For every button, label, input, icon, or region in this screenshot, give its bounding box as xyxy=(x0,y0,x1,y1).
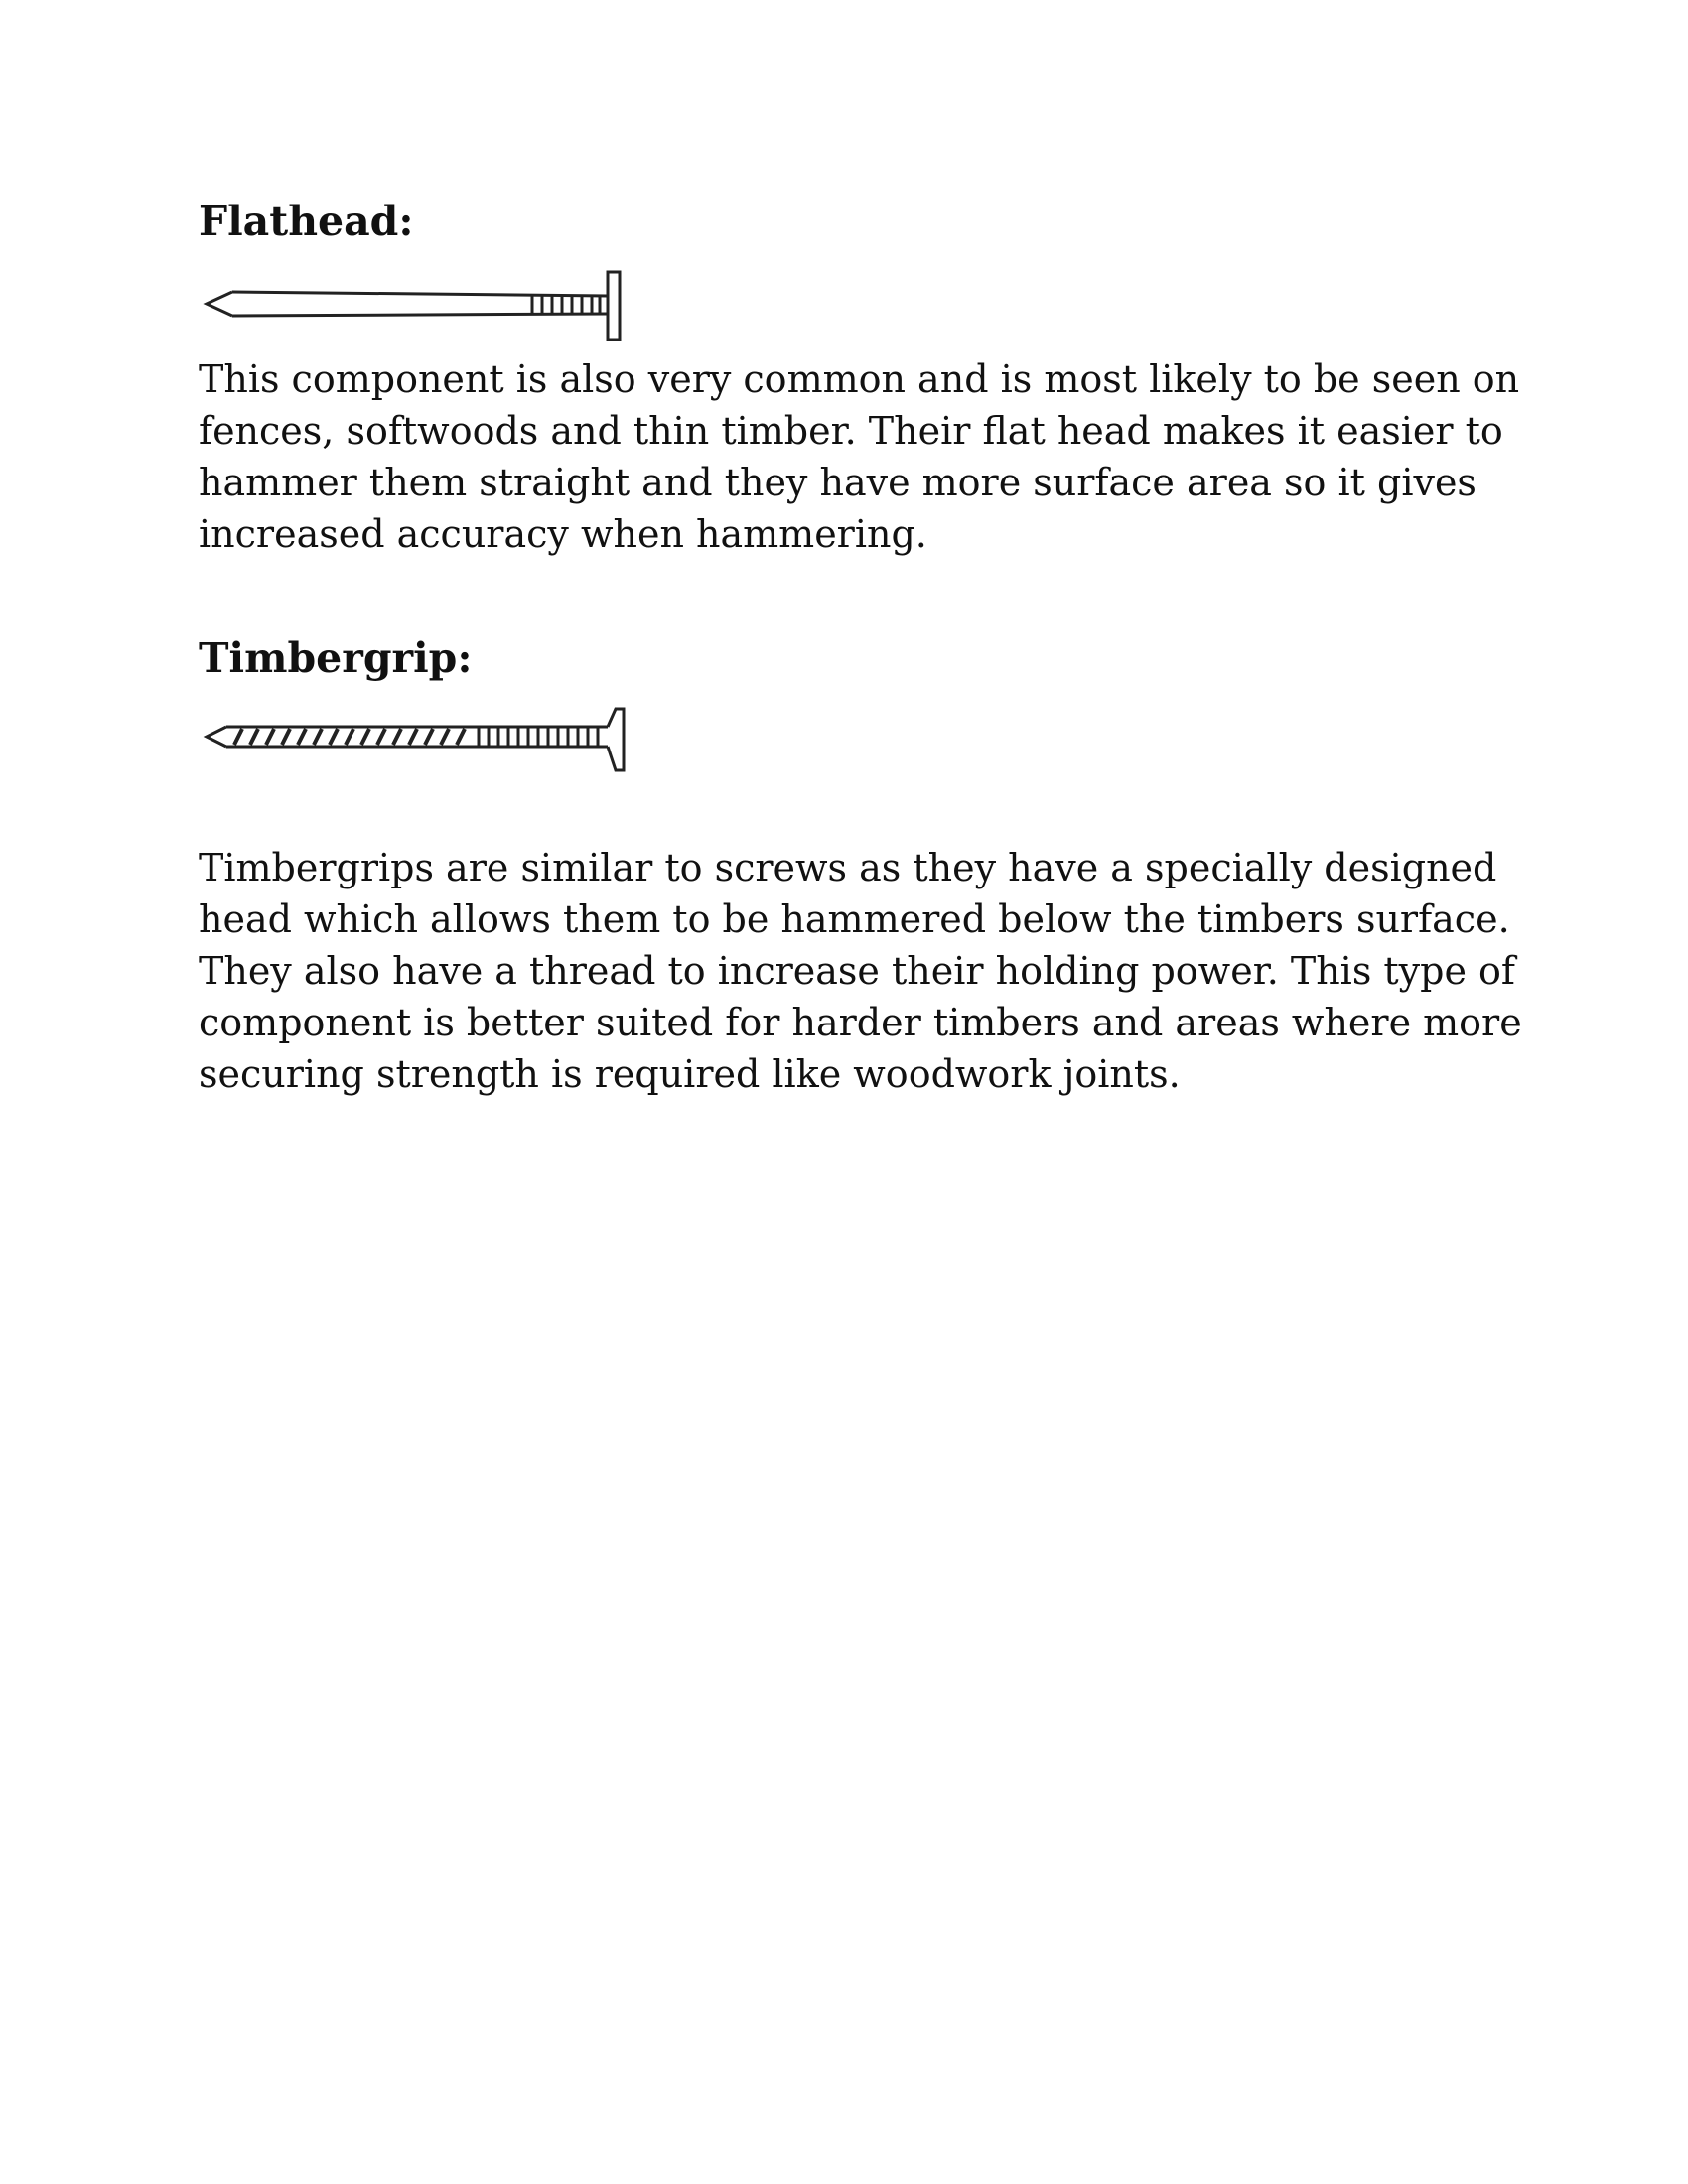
flathead-nail-icon xyxy=(199,266,645,345)
flathead-description-line: fences, softwoods and thin timber. Their flat head makes it easier to xyxy=(199,409,1503,453)
timbergrip-description-line: Timbergrips are similar to screws as they have a specially designed xyxy=(199,846,1497,889)
flathead-description xyxy=(199,353,1529,560)
timbergrip-nail-icon xyxy=(199,703,645,776)
timbergrip-description xyxy=(199,842,1529,1100)
flathead-heading: Flathead: xyxy=(199,198,414,245)
timbergrip-description-line: head which allows them to be hammered below the timbers surface. xyxy=(199,897,1510,941)
flathead-description-line: hammer them straight and they have more surface area so it gives xyxy=(199,461,1477,504)
timbergrip-description-line: They also have a thread to increase their holding power. This type of xyxy=(199,949,1515,993)
timbergrip-description-line: securing strength is required like woodwork joints. xyxy=(199,1052,1181,1096)
timbergrip-heading: Timbergrip: xyxy=(199,634,473,682)
timbergrip-description-line: component is better suited for harder timbers and areas where more xyxy=(199,1001,1522,1044)
flathead-description-line: increased accuracy when hammering. xyxy=(199,512,927,556)
flathead-description-line: This component is also very common and is most likely to be seen on xyxy=(199,357,1520,401)
